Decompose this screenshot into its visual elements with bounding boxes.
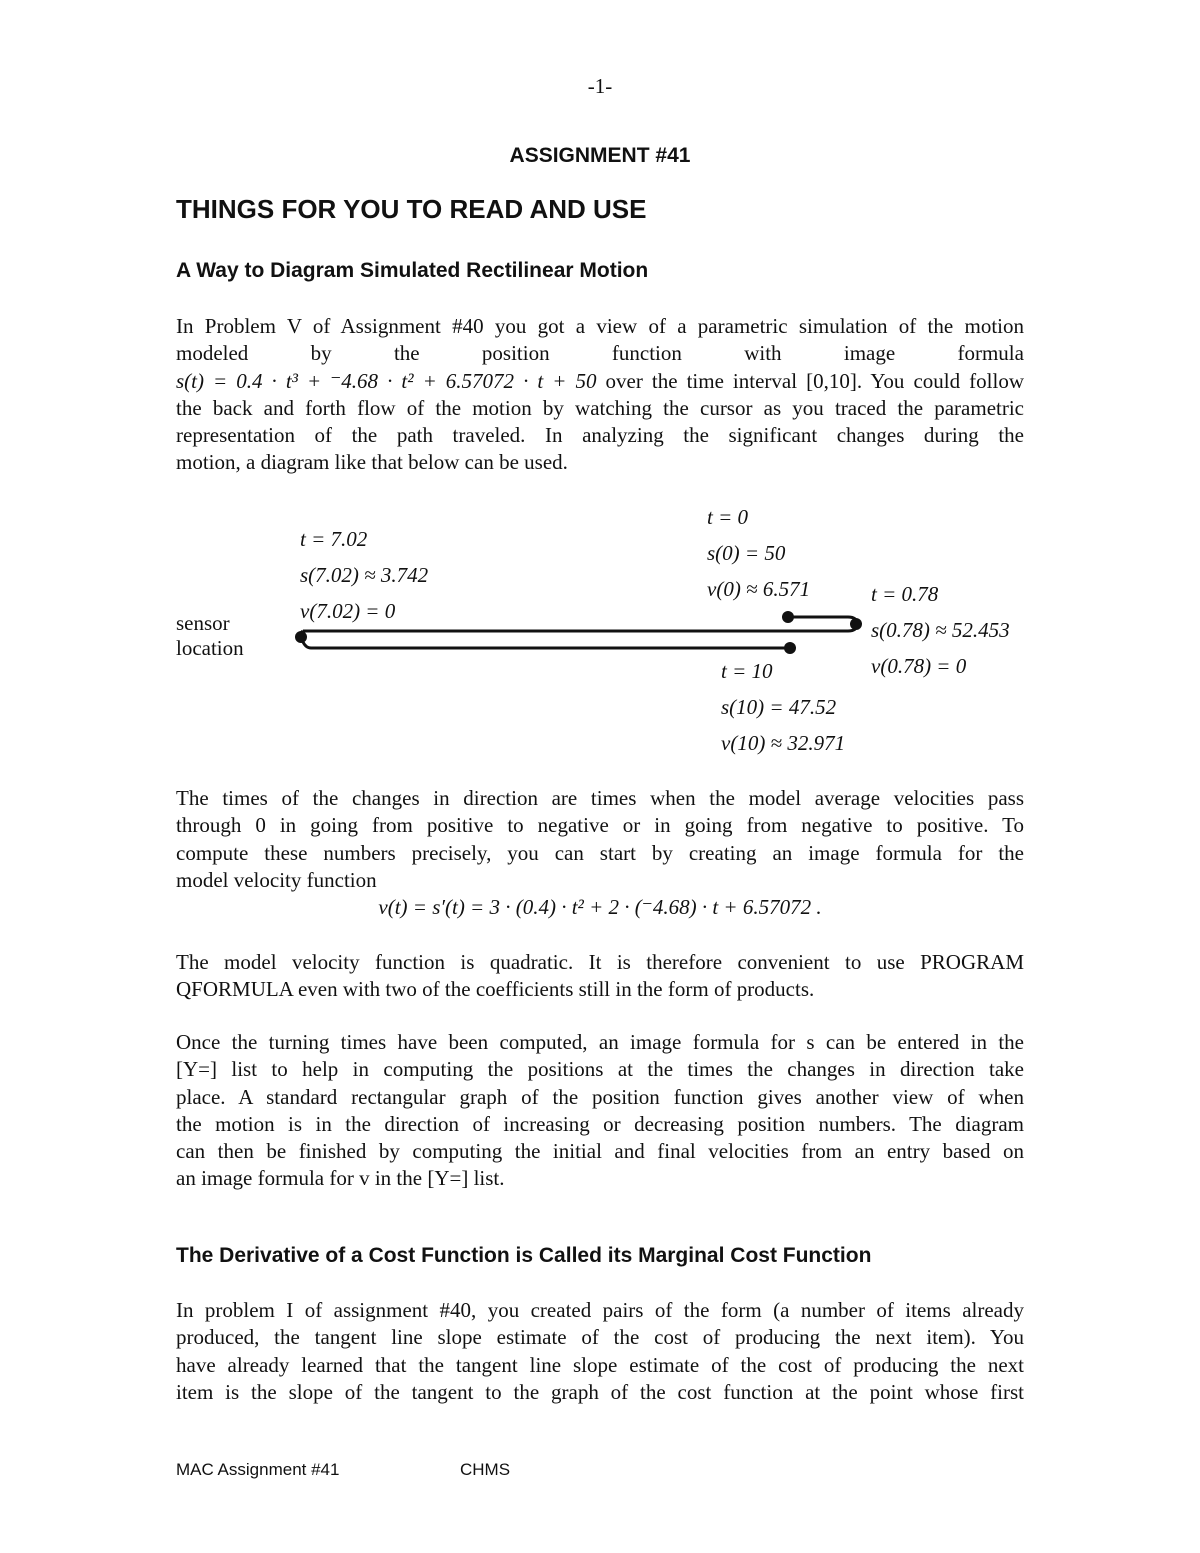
turn2-velocity: v(0.78) = 0 — [871, 654, 967, 678]
word: the — [393, 341, 420, 366]
text-line: The model velocity function is quadratic. It is therefore convenient to use PROGRAM — [176, 950, 1024, 974]
text-line: QFORMULA even with two of the coefficients still in the form of products. — [176, 977, 815, 1002]
word: by — [310, 341, 332, 366]
text-line: In problem I of assignment #40, you created pairs of the form (a number of items already — [176, 1298, 1024, 1322]
text-line: item is the slope of the tangent to the graph of the cost function at the point whose first — [176, 1379, 1024, 1404]
word: image — [843, 341, 896, 366]
turn2-time: t = 0.78 — [871, 582, 939, 606]
word: modeled — [176, 341, 249, 366]
turn1-labels — [300, 521, 428, 629]
text-line: In Problem V of Assignment #40 you got a view of a parametric simulation of the motion — [176, 314, 1024, 338]
text-line: place. A standard rectangular graph of the position function gives another view of when — [176, 1084, 1024, 1109]
main-heading: THINGS FOR YOU TO READ AND USE — [176, 194, 647, 224]
text-line: through 0 in going from positive to negative or in going from negative to positive. To — [176, 813, 1024, 838]
word: with — [744, 341, 782, 366]
text-line: the back and forth flow of the motion by watching the cursor as you traced the parametric — [176, 395, 1024, 420]
text-line: motion, a diagram like that below can be used. — [176, 450, 568, 475]
text-line: Once the turning times have been computed, an image formula for s can be entered in the — [176, 1030, 1024, 1054]
end-labels — [721, 653, 845, 761]
turn-point-right — [850, 618, 862, 630]
start-velocity: v(0) ≈ 6.571 — [707, 577, 811, 601]
section2-heading: The Derivative of a Cost Function is Called its Marginal Cost Function — [176, 1244, 872, 1267]
turn1-time: t = 7.02 — [300, 527, 368, 551]
footer-right: CHMS — [460, 1460, 511, 1479]
sensor-label-line: location — [176, 636, 244, 660]
turn2-labels — [871, 576, 1010, 684]
sensor-label — [176, 611, 244, 661]
turn2-position: s(0.78) ≈ 52.453 — [871, 618, 1010, 642]
end-position: s(10) = 47.52 — [721, 695, 837, 719]
sensor-label-line: sensor — [176, 611, 230, 635]
turn1-velocity: v(7.02) = 0 — [300, 599, 396, 623]
velocity-formula: v(t) = s′(t) = 3 · (0.4) · t² + 2 · (⁻4.68) · t + 6.57072 . — [378, 895, 822, 920]
start-position: s(0) = 50 — [707, 541, 786, 565]
text-line: model velocity function — [176, 867, 377, 892]
section1-paragraph-4 — [176, 1029, 1024, 1193]
text-line: representation of the path traveled. In analyzing the significant changes during the — [176, 423, 1024, 448]
start-point — [782, 611, 794, 623]
text-line: [Y=] list to help in computing the positions at the times the changes in direction take — [176, 1057, 1024, 1082]
text-line: the motion is in the direction of increasing or decreasing position numbers. The diagram — [176, 1111, 1024, 1136]
end-time: t = 10 — [721, 659, 773, 683]
word: function — [611, 341, 682, 366]
footer-left: MAC Assignment #41 — [176, 1460, 340, 1479]
end-velocity: v(10) ≈ 32.971 — [721, 731, 846, 755]
text-fragment: over the time interval [0,10]. You could follow — [596, 368, 1025, 393]
section1-paragraph-3 — [176, 949, 1024, 1004]
text-line: can then be finished by computing the initial and final velocities from an entry based on — [176, 1139, 1024, 1164]
section2-paragraph-1 — [176, 1297, 1024, 1406]
text-line: produced, the tangent line slope estimate of the cost of producing the next item). You — [176, 1325, 1024, 1350]
turn-curve-right — [788, 617, 857, 631]
position-formula: s(t) = 0.4 · t³ + ⁻4.68 · t² + 6.57072 · t + 50 — [176, 368, 597, 393]
turn-point-left — [295, 631, 307, 643]
text-line: The times of the changes in direction are times when the model average velocities pass — [176, 786, 1024, 810]
assignment-title: ASSIGNMENT #41 — [509, 144, 691, 167]
turn1-position: s(7.02) ≈ 3.742 — [300, 563, 429, 587]
section1-paragraph-2 — [176, 785, 1024, 921]
word: formula — [957, 341, 1024, 366]
section1-heading: A Way to Diagram Simulated Rectilinear Motion — [176, 259, 649, 282]
text-line: have already learned that the tangent line slope estimate of the cost of producing the next — [176, 1352, 1024, 1377]
start-labels — [707, 499, 810, 607]
word: position — [481, 341, 550, 366]
start-time: t = 0 — [707, 505, 749, 529]
text-line: an image formula for v in the [Y=] list. — [176, 1166, 505, 1191]
page-number: -1- — [587, 74, 613, 98]
text-line: compute these numbers precisely, you can start by creating an image formula for the — [176, 840, 1024, 865]
